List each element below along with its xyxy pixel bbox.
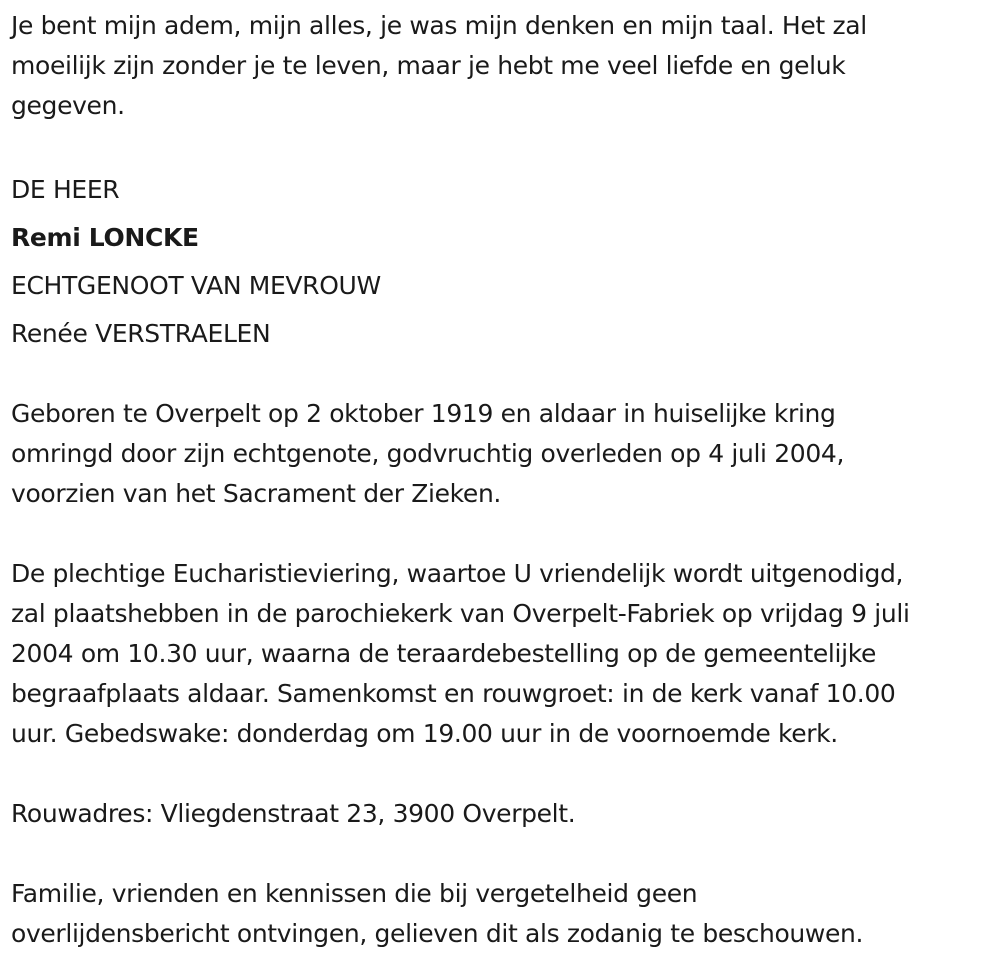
spacer (11, 514, 996, 554)
address-paragraph (11, 794, 996, 834)
deceased-title: DE HEER (11, 175, 120, 204)
deceased-name: Remi LONCKE (11, 223, 199, 252)
birth-death-line: Geboren te Overpelt op 2 oktober 1919 en aldaar in huiselijke kring (11, 399, 836, 428)
spouse-name: Renée VERSTRAELEN (11, 319, 271, 348)
ceremony-line: De plechtige Eucharistieviering, waartoe U vriendelijk wordt uitgenodigd, (11, 559, 904, 588)
closing-paragraph (11, 874, 996, 954)
ceremony-line: uur. Gebedswake: donderdag om 19.00 uur in de voornoemde kerk. (11, 719, 838, 748)
birth-death-paragraph (11, 394, 996, 514)
ceremony-line: 2004 om 10.30 uur, waarna de teraardebestelling op de gemeentelijke (11, 639, 876, 668)
obituary-document (11, 6, 996, 954)
ceremony-line: begraafplaats aldaar. Samenkomst en rouwgroet: in de kerk vanaf 10.00 (11, 679, 896, 708)
birth-death-line: omringd door zijn echtgenote, godvruchtig overleden op 4 juli 2004, (11, 439, 845, 468)
intro-quote (11, 6, 996, 126)
closing-line: overlijdensbericht ontvingen, gelieven dit als zodanig te beschouwen. (11, 919, 864, 948)
ceremony-paragraph (11, 554, 996, 754)
mourning-address: Rouwadres: Vliegdenstraat 23, 3900 Overpelt. (11, 799, 576, 828)
spacer (11, 754, 996, 794)
intro-line: moeilijk zijn zonder je te leven, maar je hebt me veel liefde en geluk (11, 51, 846, 80)
spacer (11, 834, 996, 874)
deceased-relation: ECHTGENOOT VAN MEVROUW (11, 271, 381, 300)
intro-line: Je bent mijn adem, mijn alles, je was mijn denken en mijn taal. Het zal (11, 11, 867, 40)
intro-line: gegeven. (11, 91, 125, 120)
spacer (11, 126, 996, 166)
birth-death-line: voorzien van het Sacrament der Zieken. (11, 479, 502, 508)
closing-line: Familie, vrienden en kennissen die bij vergetelheid geen (11, 879, 698, 908)
ceremony-line: zal plaatshebben in de parochiekerk van Overpelt-Fabriek op vrijdag 9 juli (11, 599, 910, 628)
spacer (11, 358, 996, 394)
